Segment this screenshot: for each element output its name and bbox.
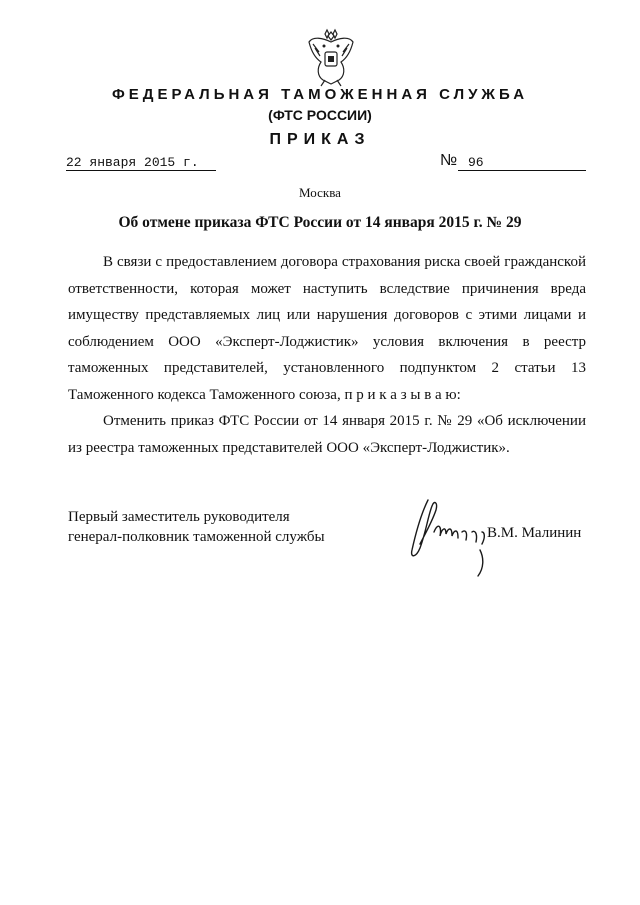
- position-line-1: Первый заместитель руководителя: [68, 509, 290, 525]
- agency-name: ФЕДЕРАЛЬНАЯ ТАМОЖЕННАЯ СЛУЖБА: [111, 86, 529, 103]
- signatory-name: В.М. Малинин: [487, 525, 582, 541]
- agency-abbreviation: (ФТС РОССИИ): [268, 107, 372, 123]
- order-number-sign: №: [440, 152, 458, 169]
- coat-of-arms-icon: [305, 28, 357, 88]
- body-paragraph: В связи с предоставлением договора страхования риска своей гражданской ответственности, которая может наступить вследствие причинения вреда имуществу представляемых лиц или нарушения договоров с этими лицами и соблюдением ООО «Эксперт-Лоджистик» условия включения в реестр таможенных представителей, установленного подпунктом 2 статьи 13 Таможенного кодекса Таможенного союза, п р и к а з ы в а ю:: [68, 254, 586, 403]
- order-date: 22 января 2015 г.: [66, 156, 216, 171]
- document-body: [68, 249, 586, 461]
- handwritten-signature: [398, 492, 498, 582]
- document-title: Об отмене приказа ФТС России от 14 января 2015 г. № 29: [118, 214, 522, 231]
- body-paragraph: Отменить приказ ФТС России от 14 января 2015 г. № 29 «Об исключении из реестра таможенных представителей ООО «Эксперт-Лоджистик».: [68, 413, 586, 456]
- position-line-2: генерал-полковник таможенной службы: [68, 529, 325, 545]
- signatory-position: [68, 507, 325, 547]
- order-number: 96: [458, 156, 586, 171]
- document-type: ПРИКАЗ: [269, 131, 371, 148]
- city: Москва: [299, 185, 341, 200]
